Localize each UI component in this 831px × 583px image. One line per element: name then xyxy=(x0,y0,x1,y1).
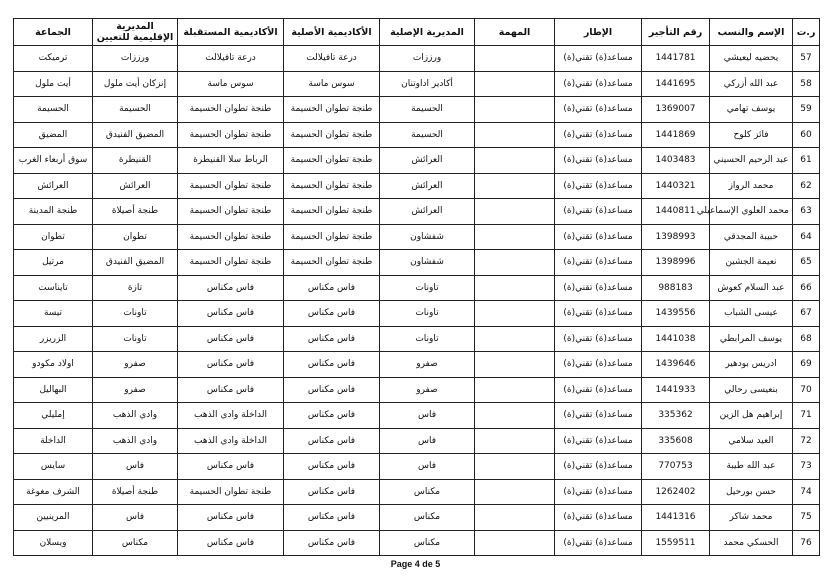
cell-code: 335362 xyxy=(642,403,710,429)
table-row xyxy=(14,224,820,250)
cell-commune: إمليلي xyxy=(14,403,93,429)
cell-next-acad: فاس مكناس xyxy=(178,326,284,352)
cell-cadre: مساعد(ة) تقني(ة) xyxy=(555,46,642,72)
cell-region-dir: وادي الذهب xyxy=(93,428,178,454)
cell-code: 1441869 xyxy=(642,122,710,148)
cell-commune: المرينيين xyxy=(14,505,93,531)
cell-num: 57 xyxy=(793,46,820,72)
header-code: رقم التأجير xyxy=(642,19,710,46)
header-name: الإسم والنسب xyxy=(710,19,793,46)
cell-cadre: مساعد(ة) تقني(ة) xyxy=(555,301,642,327)
cell-orig-acad: درعة تافيلالت xyxy=(284,46,380,72)
cell-next-acad: الرباط سلا القنيطرة xyxy=(178,148,284,174)
cell-region-dir: وادي الذهب xyxy=(93,403,178,429)
cell-commune: سايس xyxy=(14,454,93,480)
cell-code: 1398996 xyxy=(642,250,710,276)
cell-commune: تايناست xyxy=(14,275,93,301)
cell-region-dir: المضيق الفنيدق xyxy=(93,122,178,148)
table-row xyxy=(14,352,820,378)
cell-task xyxy=(475,454,555,480)
cell-cadre: مساعد(ة) تقني(ة) xyxy=(555,148,642,174)
cell-cadre: مساعد(ة) تقني(ة) xyxy=(555,403,642,429)
cell-code: 335608 xyxy=(642,428,710,454)
cell-num: 74 xyxy=(793,479,820,505)
cell-name: حسن بورحيل xyxy=(710,479,793,505)
cell-next-acad: طنجة تطوان الحسيمة xyxy=(178,199,284,225)
cell-name: يحضيه ليعيشي xyxy=(710,46,793,72)
cell-name: بنعيسى رحالي xyxy=(710,377,793,403)
table-row xyxy=(14,275,820,301)
cell-task xyxy=(475,428,555,454)
cell-orig-acad: فاس مكناس xyxy=(284,479,380,505)
header-region-dir: المديرية الإقليمية للتعيين xyxy=(93,19,178,46)
cell-cadre: مساعد(ة) تقني(ة) xyxy=(555,275,642,301)
cell-commune: العرائش xyxy=(14,173,93,199)
cell-next-acad: درعة تافيلالت xyxy=(178,46,284,72)
table-row xyxy=(14,46,820,72)
header-commune: الجماعة xyxy=(14,19,93,46)
header-num: ر.ت xyxy=(793,19,820,46)
cell-orig-dir: العرائش xyxy=(380,173,475,199)
cell-name: العيد سلامي xyxy=(710,428,793,454)
cell-code: 1441038 xyxy=(642,326,710,352)
cell-num: 65 xyxy=(793,250,820,276)
cell-orig-dir: تاونات xyxy=(380,275,475,301)
cell-region-dir: فاس xyxy=(93,454,178,480)
cell-next-acad: طنجة تطوان الحسيمة xyxy=(178,122,284,148)
cell-region-dir: تطوان xyxy=(93,224,178,250)
cell-commune: طنجة المدينة xyxy=(14,199,93,225)
cell-orig-dir: صفرو xyxy=(380,377,475,403)
cell-region-dir: القنيطرة xyxy=(93,148,178,174)
cell-name: عبد السلام كعوش xyxy=(710,275,793,301)
cell-num: 70 xyxy=(793,377,820,403)
header-orig-acad: الأكاديمية الأصلية xyxy=(284,19,380,46)
cell-cadre: مساعد(ة) تقني(ة) xyxy=(555,352,642,378)
cell-task xyxy=(475,403,555,429)
cell-code: 1403483 xyxy=(642,148,710,174)
table-row xyxy=(14,505,820,531)
cell-code: 1439556 xyxy=(642,301,710,327)
cell-orig-acad: طنجة تطوان الحسيمة xyxy=(284,148,380,174)
cell-orig-dir: شفشاون xyxy=(380,250,475,276)
table-row xyxy=(14,454,820,480)
cell-name: عبد الرحيم الحسيني xyxy=(710,148,793,174)
cell-num: 58 xyxy=(793,71,820,97)
cell-commune: مرتيل xyxy=(14,250,93,276)
cell-orig-dir: فاس xyxy=(380,428,475,454)
cell-num: 66 xyxy=(793,275,820,301)
cell-num: 71 xyxy=(793,403,820,429)
cell-orig-acad: فاس مكناس xyxy=(284,505,380,531)
cell-name: محمد شاكر xyxy=(710,505,793,531)
cell-orig-acad: طنجة تطوان الحسيمة xyxy=(284,250,380,276)
cell-orig-acad: طنجة تطوان الحسيمة xyxy=(284,173,380,199)
cell-orig-acad: طنجة تطوان الحسيمة xyxy=(284,224,380,250)
table-row xyxy=(14,97,820,123)
cell-code: 1441695 xyxy=(642,71,710,97)
cell-next-acad: طنجة تطوان الحسيمة xyxy=(178,97,284,123)
cell-code: 770753 xyxy=(642,454,710,480)
cell-task xyxy=(475,250,555,276)
cell-region-dir: الحسيمة xyxy=(93,97,178,123)
cell-task xyxy=(475,301,555,327)
cell-orig-acad: فاس مكناس xyxy=(284,301,380,327)
table-row xyxy=(14,301,820,327)
cell-num: 61 xyxy=(793,148,820,174)
cell-next-acad: فاس مكناس xyxy=(178,505,284,531)
cell-commune: اولاد مكودو xyxy=(14,352,93,378)
cell-task xyxy=(475,97,555,123)
cell-region-dir: فاس xyxy=(93,505,178,531)
cell-next-acad: طنجة تطوان الحسيمة xyxy=(178,479,284,505)
cell-name: عيسى الشباب xyxy=(710,301,793,327)
cell-cadre: مساعد(ة) تقني(ة) xyxy=(555,97,642,123)
cell-cadre: مساعد(ة) تقني(ة) xyxy=(555,428,642,454)
cell-cadre: مساعد(ة) تقني(ة) xyxy=(555,505,642,531)
cell-code: 1369007 xyxy=(642,97,710,123)
cell-num: 63 xyxy=(793,199,820,225)
cell-name: يوسف المرابطي xyxy=(710,326,793,352)
table-row xyxy=(14,173,820,199)
table-row xyxy=(14,479,820,505)
cell-orig-dir: الحسيمة xyxy=(380,122,475,148)
cell-orig-dir: الحسيمة xyxy=(380,97,475,123)
header-task: المهمة xyxy=(475,19,555,46)
header-cadre: الإطار xyxy=(555,19,642,46)
cell-commune: الزريزر xyxy=(14,326,93,352)
cell-orig-acad: فاس مكناس xyxy=(284,275,380,301)
cell-next-acad: فاس مكناس xyxy=(178,352,284,378)
assignments-table xyxy=(13,18,820,556)
cell-orig-acad: طنجة تطوان الحسيمة xyxy=(284,122,380,148)
cell-next-acad: فاس مكناس xyxy=(178,530,284,556)
cell-cadre: مساعد(ة) تقني(ة) xyxy=(555,454,642,480)
cell-orig-acad: فاس مكناس xyxy=(284,530,380,556)
cell-task xyxy=(475,122,555,148)
cell-commune: الحسيمة xyxy=(14,97,93,123)
cell-orig-dir: فاس xyxy=(380,403,475,429)
cell-orig-acad: فاس مكناس xyxy=(284,428,380,454)
cell-region-dir: تاونات xyxy=(93,326,178,352)
cell-orig-acad: طنجة تطوان الحسيمة xyxy=(284,199,380,225)
cell-code: 1262402 xyxy=(642,479,710,505)
cell-name: فائز كلوح xyxy=(710,122,793,148)
cell-name: يوسف تهامي xyxy=(710,97,793,123)
cell-task xyxy=(475,530,555,556)
cell-orig-dir: تاونات xyxy=(380,301,475,327)
cell-cadre: مساعد(ة) تقني(ة) xyxy=(555,122,642,148)
cell-name: عبد الله طيبة xyxy=(710,454,793,480)
table-row xyxy=(14,122,820,148)
cell-commune: البهاليل xyxy=(14,377,93,403)
header-orig-dir: المديرية الإصلية xyxy=(380,19,475,46)
cell-task xyxy=(475,479,555,505)
cell-commune: الداخلة xyxy=(14,428,93,454)
cell-region-dir: تازة xyxy=(93,275,178,301)
cell-num: 69 xyxy=(793,352,820,378)
cell-next-acad: الداخلة وادي الذهب xyxy=(178,403,284,429)
cell-cadre: مساعد(ة) تقني(ة) xyxy=(555,224,642,250)
cell-name: محمد العلوي الإسماعيلي xyxy=(710,199,793,225)
cell-next-acad: فاس مكناس xyxy=(178,301,284,327)
cell-num: 60 xyxy=(793,122,820,148)
cell-commune: ترميكت xyxy=(14,46,93,72)
cell-orig-dir: فاس xyxy=(380,454,475,480)
cell-task xyxy=(475,173,555,199)
cell-code: 1559511 xyxy=(642,530,710,556)
cell-region-dir: صفرو xyxy=(93,352,178,378)
cell-orig-dir: مكناس xyxy=(380,505,475,531)
cell-commune: تيسة xyxy=(14,301,93,327)
cell-commune: سوق أربعاء الغرب xyxy=(14,148,93,174)
cell-commune: أيت ملول xyxy=(14,71,93,97)
cell-commune: المضيق xyxy=(14,122,93,148)
cell-orig-acad: سوس ماسة xyxy=(284,71,380,97)
cell-orig-acad: فاس مكناس xyxy=(284,377,380,403)
cell-commune: ويسلان xyxy=(14,530,93,556)
cell-orig-dir: مكناس xyxy=(380,530,475,556)
cell-code: 1440321 xyxy=(642,173,710,199)
cell-name: نعيمة الجشين xyxy=(710,250,793,276)
cell-orig-dir: أكادير اداوتنان xyxy=(380,71,475,97)
cell-cadre: مساعد(ة) تقني(ة) xyxy=(555,326,642,352)
cell-name: محمد الرواز xyxy=(710,173,793,199)
cell-orig-acad: طنجة تطوان الحسيمة xyxy=(284,97,380,123)
cell-name: الحسكي محمد xyxy=(710,530,793,556)
table-row xyxy=(14,403,820,429)
cell-name: إبراهيم هل الزين xyxy=(710,403,793,429)
cell-name: عبد الله أزركي xyxy=(710,71,793,97)
table-row xyxy=(14,148,820,174)
cell-cadre: مساعد(ة) تقني(ة) xyxy=(555,173,642,199)
cell-task xyxy=(475,199,555,225)
cell-orig-dir: العرائش xyxy=(380,199,475,225)
cell-orig-acad: فاس مكناس xyxy=(284,403,380,429)
cell-num: 62 xyxy=(793,173,820,199)
cell-code: 1441781 xyxy=(642,46,710,72)
cell-orig-dir: تاونات xyxy=(380,326,475,352)
cell-task xyxy=(475,505,555,531)
cell-task xyxy=(475,71,555,97)
cell-cadre: مساعد(ة) تقني(ة) xyxy=(555,479,642,505)
cell-orig-dir: مكناس xyxy=(380,479,475,505)
table-row xyxy=(14,326,820,352)
cell-next-acad: سوس ماسة xyxy=(178,71,284,97)
cell-cadre: مساعد(ة) تقني(ة) xyxy=(555,199,642,225)
cell-task xyxy=(475,46,555,72)
cell-task xyxy=(475,148,555,174)
cell-num: 76 xyxy=(793,530,820,556)
cell-cadre: مساعد(ة) تقني(ة) xyxy=(555,250,642,276)
cell-orig-dir: صفرو xyxy=(380,352,475,378)
cell-task xyxy=(475,377,555,403)
table-row xyxy=(14,71,820,97)
cell-region-dir: طنجة أصيلاة xyxy=(93,199,178,225)
cell-code: 1441933 xyxy=(642,377,710,403)
table-row xyxy=(14,250,820,276)
cell-region-dir: صفرو xyxy=(93,377,178,403)
cell-region-dir: تاونات xyxy=(93,301,178,327)
cell-num: 67 xyxy=(793,301,820,327)
cell-num: 73 xyxy=(793,454,820,480)
header-next-acad: الأكاديمية المستقبلة xyxy=(178,19,284,46)
cell-code: 1441316 xyxy=(642,505,710,531)
cell-orig-acad: فاس مكناس xyxy=(284,454,380,480)
cell-orig-dir: العرائش xyxy=(380,148,475,174)
cell-code: 988183 xyxy=(642,275,710,301)
cell-next-acad: طنجة تطوان الحسيمة xyxy=(178,250,284,276)
cell-cadre: مساعد(ة) تقني(ة) xyxy=(555,71,642,97)
cell-next-acad: فاس مكناس xyxy=(178,377,284,403)
cell-orig-acad: فاس مكناس xyxy=(284,352,380,378)
cell-region-dir: طنجة أصيلاة xyxy=(93,479,178,505)
cell-orig-dir: شفشاون xyxy=(380,224,475,250)
cell-cadre: مساعد(ة) تقني(ة) xyxy=(555,530,642,556)
page-footer: Page 4 de 5 xyxy=(390,559,441,569)
cell-next-acad: فاس مكناس xyxy=(178,275,284,301)
cell-num: 68 xyxy=(793,326,820,352)
table-row xyxy=(14,377,820,403)
table-row xyxy=(14,428,820,454)
cell-code: 1440811 xyxy=(642,199,710,225)
cell-orig-dir: ورززات xyxy=(380,46,475,72)
cell-task xyxy=(475,326,555,352)
cell-code: 1439646 xyxy=(642,352,710,378)
cell-cadre: مساعد(ة) تقني(ة) xyxy=(555,377,642,403)
cell-task xyxy=(475,224,555,250)
table-row xyxy=(14,199,820,225)
cell-next-acad: طنجة تطوان الحسيمة xyxy=(178,224,284,250)
cell-next-acad: فاس مكناس xyxy=(178,454,284,480)
cell-orig-acad: فاس مكناس xyxy=(284,326,380,352)
cell-name: ادريس بودهير xyxy=(710,352,793,378)
cell-region-dir: إنزكان أيت ملول xyxy=(93,71,178,97)
cell-num: 75 xyxy=(793,505,820,531)
cell-num: 72 xyxy=(793,428,820,454)
table-header-row xyxy=(14,19,820,46)
cell-commune: تطوان xyxy=(14,224,93,250)
cell-name: حبيبة المجدقي xyxy=(710,224,793,250)
cell-region-dir: العرائش xyxy=(93,173,178,199)
cell-region-dir: المضيق الفنيدق xyxy=(93,250,178,276)
cell-commune: الشرف مغوغة xyxy=(14,479,93,505)
cell-num: 59 xyxy=(793,97,820,123)
cell-region-dir: مكناس xyxy=(93,530,178,556)
cell-region-dir: ورززات xyxy=(93,46,178,72)
cell-next-acad: الداخلة وادي الذهب xyxy=(178,428,284,454)
cell-num: 64 xyxy=(793,224,820,250)
cell-task xyxy=(475,352,555,378)
cell-next-acad: طنجة تطوان الحسيمة xyxy=(178,173,284,199)
table-row xyxy=(14,530,820,556)
cell-code: 1398993 xyxy=(642,224,710,250)
cell-task xyxy=(475,275,555,301)
